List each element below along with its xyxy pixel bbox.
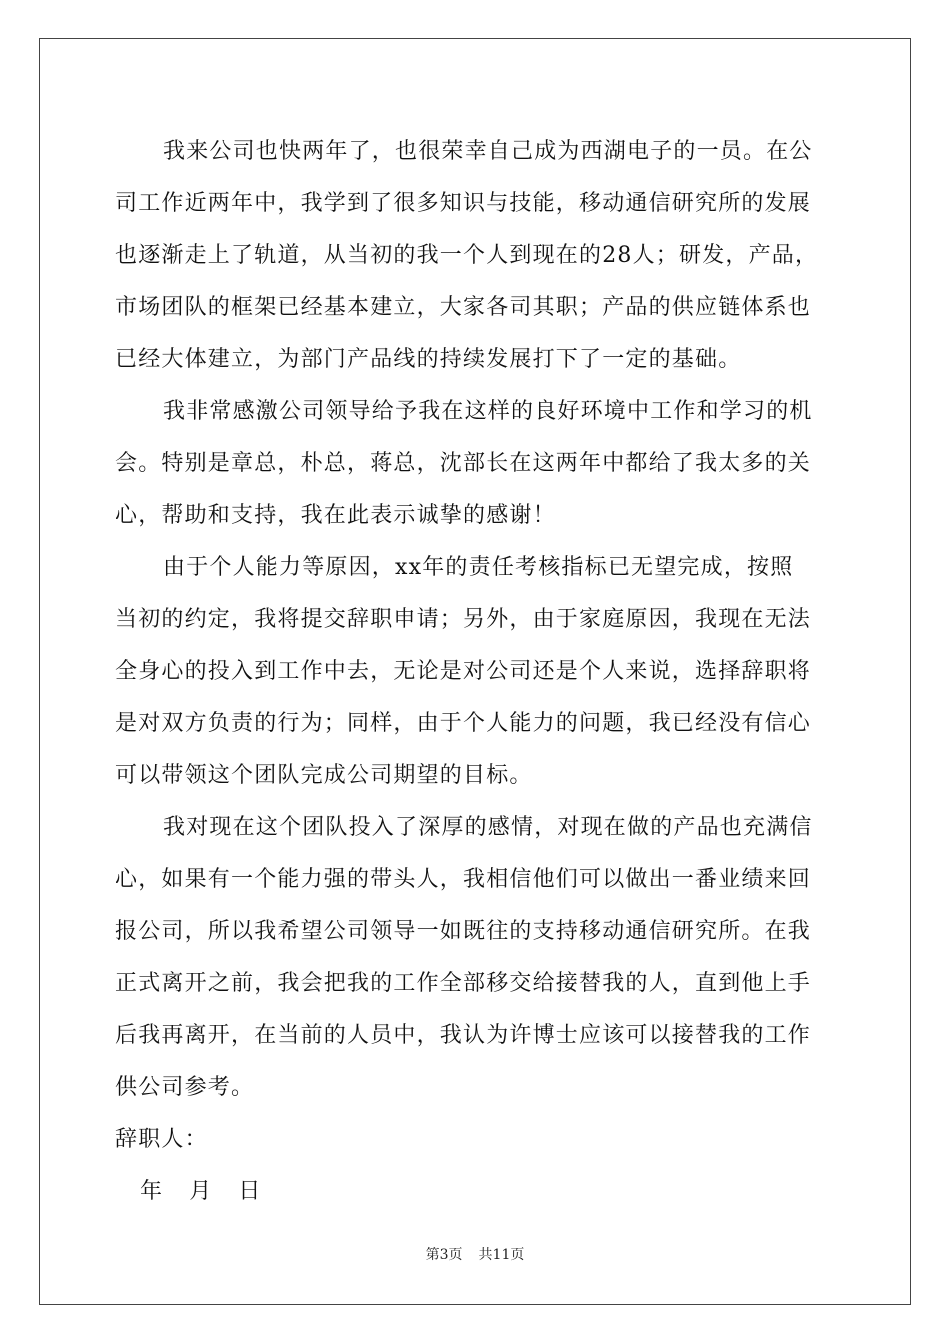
text-line: 已经大体建立，为部门产品线的持续发展打下了一定的基础。 [115,347,742,372]
text-line: 也逐渐走上了轨道，从当初的我一个人到现在的28人；研发，产品， [115,243,819,268]
page-footer [0,1244,950,1264]
text-line: 正式离开之前，我会把我的工作全部移交给接替我的人，直到他上手 [115,971,812,996]
text-line: 当初的约定，我将提交辞职申请；另外，由于家庭原因，我现在无法 [115,607,812,632]
date-line [115,1166,837,1218]
text-line: 心，帮助和支持，我在此表示诚挚的感谢！ [115,503,556,528]
text-line: 供公司参考。 [115,1075,255,1100]
text-line: 后我再离开，在当前的人员中，我认为许博士应该可以接替我的工作 [115,1023,812,1048]
text-line: 司工作近两年中，我学到了很多知识与技能，移动通信研究所的发展 [115,191,812,216]
text-line: 会。特别是章总，朴总，蒋总，沈部长在这两年中都给了我太多的关 [115,451,812,476]
text-line: 我对现在这个团队投入了深厚的感情，对现在做的产品也充满信 [163,815,813,840]
date-day: 日 [238,1179,262,1204]
text-line: 可以带领这个团队完成公司期望的目标。 [115,763,533,788]
letter-body [115,126,837,1218]
date-month: 月 [189,1179,213,1204]
text-line: 我非常感激公司领导给予我在这样的良好环境中工作和学习的机 [163,399,813,424]
text-line: 报公司，所以我希望公司领导一如既往的支持移动通信研究所。在我 [115,919,812,944]
text-line: 是对双方负责的行为；同样，由于个人能力的问题，我已经没有信心 [115,711,812,736]
page-total: 共11页 [478,1247,525,1263]
text-line: 全身心的投入到工作中去，无论是对公司还是个人来说，选择辞职将 [115,659,812,684]
signature-label: 辞职人： [115,1127,208,1152]
date-year: 年 [140,1179,164,1204]
page-number: 第3页 [425,1247,463,1263]
text-line: 我来公司也快两年了，也很荣幸自己成为西湖电子的一员。在公 [163,139,813,164]
text-line: 市场团队的框架已经基本建立，大家各司其职；产品的供应链体系也 [115,295,812,320]
text-line: 由于个人能力等原因，xx年的责任考核指标已无望完成，按照 [163,555,794,580]
text-line: 心，如果有一个能力强的带头人，我相信他们可以做出一番业绩来回 [115,867,812,892]
